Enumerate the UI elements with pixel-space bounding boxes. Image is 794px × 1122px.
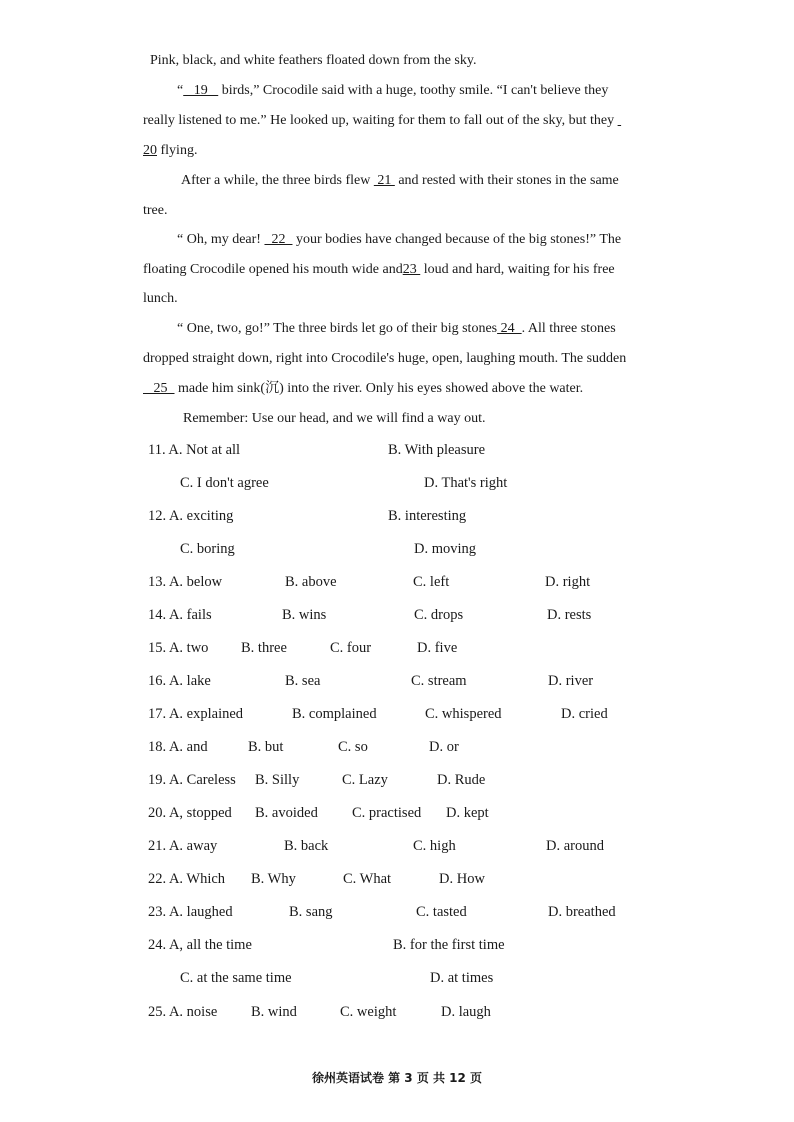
blank-21: 21 <box>373 173 395 188</box>
q15-option-a: 15. A. two <box>148 640 209 656</box>
q23-option-a: 23. A. laughed <box>148 904 233 920</box>
passage-text: “ One, two, go!” The three birds let go of their big stones <box>177 321 498 336</box>
q25-option-b: B. wind <box>251 1004 297 1020</box>
q11-option-c: C. I don't agree <box>180 475 269 491</box>
q13-option-d: D. right <box>545 574 591 590</box>
q18-option-b: B. but <box>248 739 284 755</box>
q17-option-d: D. cried <box>561 706 608 722</box>
passage-text: really listened to me.” He looked up, waiting for them to fall out of the sky, but they <box>143 113 618 128</box>
passage-line <box>177 320 616 338</box>
passage-text: your bodies have changed because of the big stones!” The <box>292 232 622 247</box>
passage-line: Remember: Use our head, and we will find a way out. <box>183 411 486 426</box>
q17-option-b: B. complained <box>292 706 377 722</box>
q18-option-c: C. so <box>338 739 368 755</box>
q11-option-d: D. That's right <box>424 475 508 491</box>
passage-line: lunch. <box>143 291 178 306</box>
q25-option-c: C. weight <box>340 1004 397 1020</box>
passage-line <box>177 82 608 100</box>
q18-option-a: 18. A. and <box>148 739 208 755</box>
passage-line: dropped straight down, right into Crocodile's huge, open, laughing mouth. The sudden <box>143 351 627 366</box>
q15-option-c: C. four <box>330 640 372 656</box>
q22-option-a: 22. A. Which <box>148 871 226 887</box>
q19-option-d: D. Rude <box>437 772 486 788</box>
q23-option-c: C. tasted <box>416 904 467 920</box>
q16-option-c: C. stream <box>411 673 467 689</box>
q23-option-d: D. breathed <box>548 904 616 920</box>
q16-option-b: B. sea <box>285 673 321 689</box>
q21-option-b: B. back <box>284 838 329 854</box>
q13-option-b: B. above <box>285 574 337 590</box>
q15-option-b: B. three <box>241 640 287 656</box>
passage-text: birds,” Crocodile said with a huge, toothy smile. “I can't believe they <box>218 83 609 98</box>
blank-23: 23 <box>402 262 421 277</box>
blank-24: 24 <box>497 321 522 336</box>
passage-line <box>181 172 619 190</box>
q24-option-d: D. at times <box>430 970 494 986</box>
q17-option-a: 17. A. explained <box>148 706 244 722</box>
blank-20: 20 <box>143 143 157 158</box>
quote-mark: “ <box>177 83 184 98</box>
q23-option-b: B. sang <box>289 904 333 920</box>
q20-option-b: B. avoided <box>255 805 318 821</box>
q20-option-c: C. practised <box>352 805 422 821</box>
passage-line <box>177 231 621 249</box>
q12-option-a: 12. A. exciting <box>148 508 234 524</box>
q24-option-a: 24. A, all the time <box>148 937 252 953</box>
q15-option-d: D. five <box>417 640 458 656</box>
q19-option-b: B. Silly <box>255 772 300 788</box>
q12-option-c: C. boring <box>180 541 235 557</box>
passage-text: . All three stones <box>521 321 616 336</box>
q13-option-a: 13. A. below <box>148 574 223 590</box>
q17-option-c: C. whispered <box>425 706 502 722</box>
q24-option-b: B. for the first time <box>393 937 505 953</box>
q21-option-d: D. around <box>546 838 604 854</box>
passage-line <box>143 380 583 398</box>
passage-text: loud and hard, waiting for his free <box>420 262 615 277</box>
blank-25: 25 <box>143 381 175 396</box>
page-footer: 徐州英语试卷 第 3 页 共 12 页 <box>311 1071 483 1085</box>
passage-text: floating Crocodile opened his mouth wide and <box>143 262 403 277</box>
q14-option-c: C. drops <box>414 607 464 623</box>
passage-text: and rested with their stones in the same <box>394 173 619 188</box>
q22-option-c: C. What <box>343 871 392 887</box>
passage-line <box>143 112 621 130</box>
blank-19: 19 <box>183 83 219 98</box>
q12-option-b: B. interesting <box>388 508 467 524</box>
passage-text: After a while, the three birds flew <box>181 173 374 188</box>
q25-option-a: 25. A. noise <box>148 1004 218 1020</box>
passage-line: Pink, black, and white feathers floated down from the sky. <box>150 53 477 68</box>
blank-22: 22 <box>264 232 293 247</box>
passage-line <box>143 261 615 279</box>
q20-option-d: D. kept <box>446 805 489 821</box>
q14-option-b: B. wins <box>282 607 327 623</box>
q11-option-b: B. With pleasure <box>388 442 486 458</box>
q12-option-d: D. moving <box>414 541 477 557</box>
q21-option-c: C. high <box>413 838 456 854</box>
q21-option-a: 21. A. away <box>148 838 218 854</box>
passage-line: tree. <box>143 203 168 218</box>
q14-option-a: 14. A. fails <box>148 607 212 623</box>
q25-option-d: D. laugh <box>441 1004 491 1020</box>
passage-text: flying. <box>157 143 198 158</box>
q14-option-d: D. rests <box>547 607 592 623</box>
q19-option-c: C. Lazy <box>342 772 388 788</box>
passage-text: “ Oh, my dear! <box>177 232 265 247</box>
q16-option-d: D. river <box>548 673 594 689</box>
q20-option-a: 20. A, stopped <box>148 805 232 821</box>
q16-option-a: 16. A. lake <box>148 673 211 689</box>
q11-option-a: 11. A. Not at all <box>148 442 241 458</box>
passage-text: made him sink(沉) into the river. Only his eyes showed above the water. <box>174 381 584 396</box>
q13-option-c: C. left <box>413 574 450 590</box>
q24-option-c: C. at the same time <box>180 970 292 986</box>
passage-line <box>143 142 197 160</box>
blank-mark <box>618 113 622 128</box>
q19-option-a: 19. A. Careless <box>148 772 236 788</box>
q18-option-d: D. or <box>429 739 459 755</box>
q22-option-b: B. Why <box>251 871 296 887</box>
q22-option-d: D. How <box>439 871 485 887</box>
